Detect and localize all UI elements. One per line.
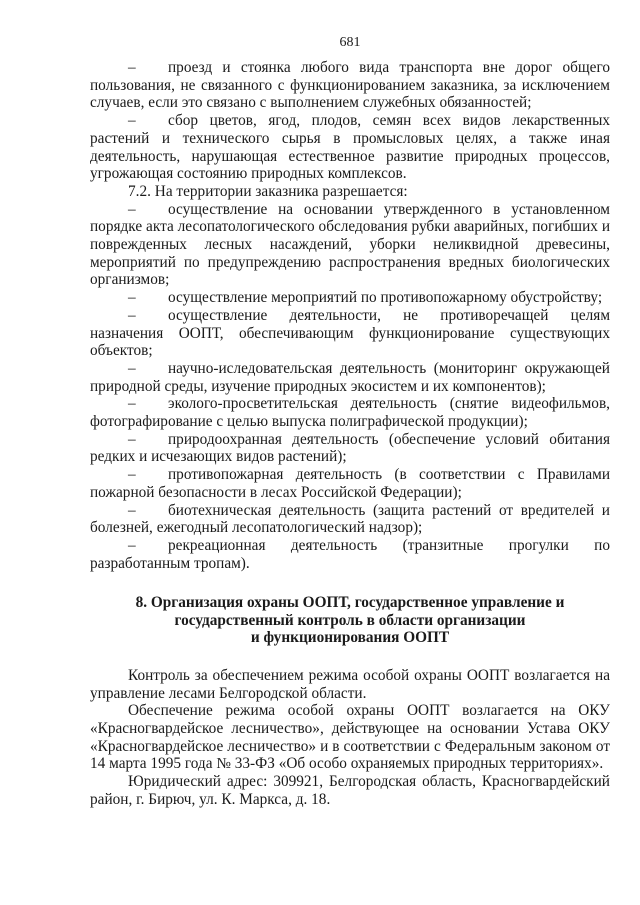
- page-number: 681: [339, 35, 361, 50]
- list-item-text: осуществление мероприятий по противопожарному обустройству;: [168, 289, 603, 307]
- list-item: [90, 360, 610, 395]
- list-item-text: осуществление на основании утвержденного в установленном порядке акта лесопатологического обследования рубки аварийных, погибших и поврежденных лесных насаждений, уборки неликвидной древесины, мероприятий по предупреждению распространения вредных биологических организмов;: [90, 200, 610, 289]
- list-item: [90, 395, 610, 430]
- list-item: [90, 59, 610, 112]
- list-item-text: биотехническая деятельность (защита растений от вредителей и болезней, ежегодный лесопатологический надзор);: [90, 501, 610, 537]
- list-dash: –: [128, 200, 136, 218]
- section-8-heading: [90, 594, 610, 647]
- list-item: [90, 466, 610, 501]
- list-dash: –: [128, 466, 136, 484]
- list-item-text: осуществление деятельности, не противоречащей целям назначения ООПТ, обеспечивающим функционирование существующих объектов;: [90, 306, 610, 360]
- paragraph: Обеспечение режима особой охраны ООПТ возлагается на ОКУ «Красногвардейское лесничество», действующее на основании Устава ОКУ «Красногвардейское лесничество» и в соответствии с Федеральным законом от 14 марта 1995 года № 33-ФЗ «Об особо охраняемых природных территориях».: [90, 702, 610, 773]
- list-dash: –: [128, 430, 136, 448]
- list-item: [90, 537, 610, 572]
- list-dash: –: [128, 306, 136, 324]
- heading-line: 8. Организация охраны ООПТ, государственное управление и: [135, 594, 565, 612]
- section-7-2-intro: 7.2. На территории заказника разрешается:: [128, 182, 408, 200]
- prohibited-list-continuation: [90, 59, 610, 183]
- section-8-body: [90, 667, 610, 809]
- list-item: [90, 289, 610, 307]
- list-dash: –: [128, 112, 136, 130]
- heading-line: и функционирования ООПТ: [250, 629, 450, 647]
- list-item: [90, 431, 610, 466]
- list-item-text: научно-иследовательская деятельность (мониторинг окружающей природной среды, изучение природных экосистем и их компонентов);: [90, 359, 610, 395]
- list-item: [90, 307, 610, 360]
- list-dash: –: [128, 289, 136, 307]
- paragraph: Контроль за обеспечением режима особой охраны ООПТ возлагается на управление лесами Белгородской области.: [90, 666, 610, 702]
- list-item-text: противопожарная деятельность (в соответствии с Правилами пожарной безопасности в лесах Российской Федерации);: [90, 466, 610, 501]
- list-dash: –: [128, 359, 136, 377]
- list-item: [90, 112, 610, 183]
- list-item-text: эколого-просветительская деятельность (снятие видеофильмов, фотографирование с целью выпуска полиграфической продукции);: [90, 395, 610, 431]
- legal-address: Юридический адрес: 309921, Белгородская область, Красногвардейский район, г. Бирюч, ул. К. Маркса, д. 18.: [90, 773, 610, 808]
- list-item-text: сбор цветов, ягод, плодов, семян всех видов лекарственных растений и технического сырья в промысловых целях, а также иная деятельность, нарушающая естественное развитие природных процессов, угрожающая состоянию природных комплексов.: [90, 112, 610, 183]
- list-dash: –: [128, 501, 136, 519]
- allowed-activities-list: [90, 201, 610, 573]
- list-item: [90, 201, 610, 290]
- heading-line: государственный контроль в области организации: [174, 611, 526, 629]
- list-dash: –: [128, 395, 136, 413]
- list-item-text: проезд и стоянка любого вида транспорта вне дорог общего пользования, не связанного с функционированием заказника, за исключением случаев, если это связано с выполнением служебных обязанностей;: [90, 59, 610, 112]
- list-item: [90, 502, 610, 537]
- list-item-text: рекреационная деятельность (транзитные прогулки по разработанным тропам).: [90, 536, 610, 572]
- list-item-text: природоохранная деятельность (обеспечение условий обитания редких и исчезающих видов растений);: [90, 430, 610, 466]
- list-dash: –: [128, 536, 136, 554]
- list-dash: –: [128, 59, 136, 76]
